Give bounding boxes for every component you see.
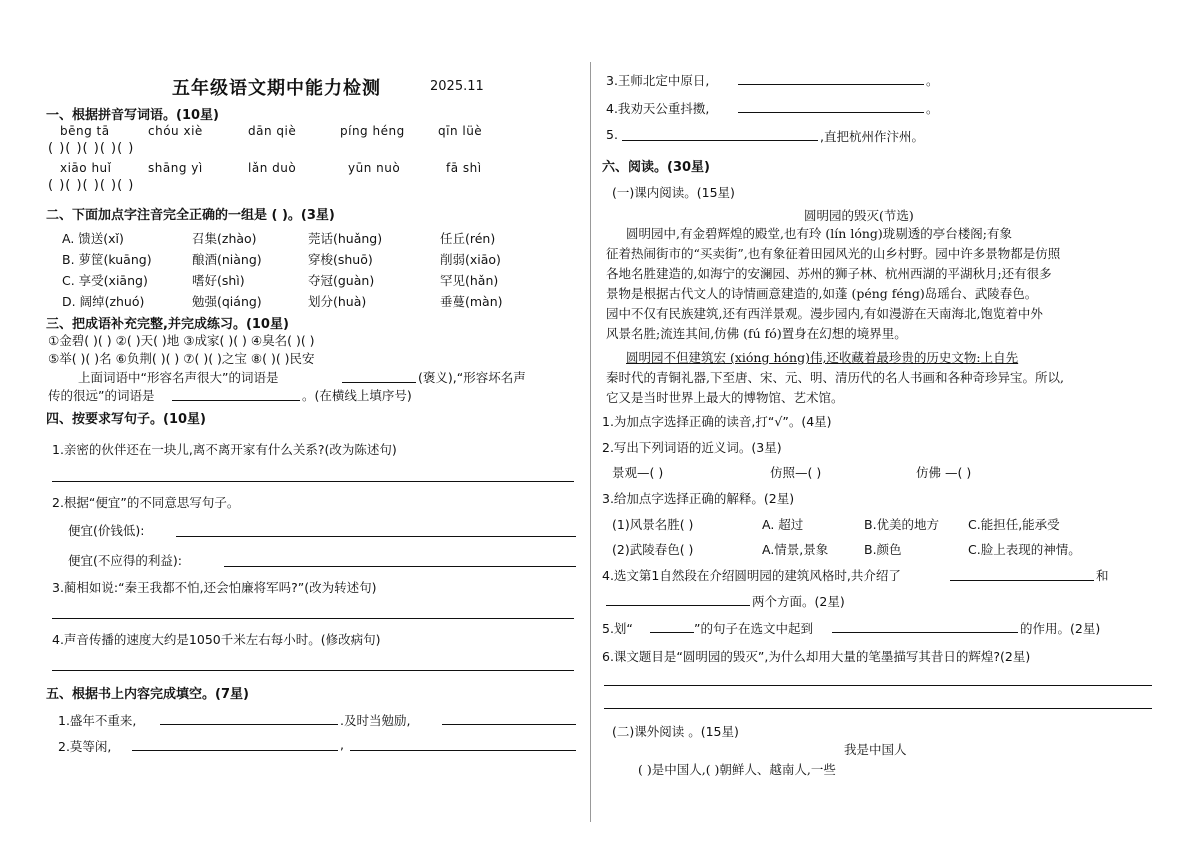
s6-q3-r2-b: B.颜色 — [864, 542, 902, 557]
section-6-heading: 六、阅读。(30星) — [602, 160, 710, 175]
option-a-3: 莞话(huǎng) — [308, 231, 383, 246]
reading-part-1: (一)课内阅读。(15星) — [612, 185, 735, 200]
pinyin-9: yūn nuò — [348, 161, 401, 175]
s5-q5-blank[interactable] — [622, 140, 818, 141]
passage-2-title: 我是中国人 — [844, 742, 907, 757]
s6-q5a: 5.划“ — [602, 621, 633, 636]
s4-q2: 2.根据“便宜”的不同意思写句子。 — [52, 495, 240, 510]
option-c-1: C. 享受(xiāng) — [62, 273, 148, 288]
answer-parens-row1[interactable]: ( )( )( )( )( ) — [48, 141, 135, 156]
s4-q4-answer-line[interactable] — [52, 670, 574, 671]
passage-2-line-1: ( )是中国人,( )朝鲜人、越南人,一些 — [638, 762, 836, 777]
passage-p1-line-4: 景物是根据古代文人的诗情画意建造的,如蓬 (péng féng)岛瑶台、武陵春色。 — [606, 286, 1038, 301]
option-d-3: 划分(huà) — [308, 294, 367, 309]
s4-q2b: 便宜(不应得的利益): — [68, 553, 182, 568]
s4-q3: 3.蔺相如说:“秦王我都不怕,还会怕廉将军吗?”(改为转述句) — [52, 580, 377, 595]
idiom-q2: 传的很远”的词语是 — [48, 388, 155, 403]
s6-q6-answer-line-1[interactable] — [604, 685, 1152, 686]
option-c-3: 夺冠(guàn) — [308, 273, 375, 288]
s6-q4c: 两个方面。(2星) — [752, 594, 845, 609]
section-2-heading: 二、下面加点字注音完全正确的一组是 ( )。(3星) — [46, 208, 335, 223]
s5-q4-period: 。 — [926, 101, 939, 116]
section-1-heading: 一、根据拼音写词语。(10星) — [46, 108, 219, 123]
option-b-1: B. 萝筐(kuāng) — [62, 252, 152, 267]
s5-q1-blank-1[interactable] — [160, 724, 338, 725]
s4-q1: 1.亲密的伙伴还在一块儿,离不离开家有什么关系?(改为陈述句) — [52, 442, 397, 457]
s5-q5b: ,直把杭州作汴州。 — [820, 129, 924, 144]
pinyin-8: lǎn duò — [248, 161, 297, 175]
s6-q4a: 4.选文第1自然段在介绍圆明园的建筑风格时,共介绍了 — [602, 568, 901, 583]
s6-q5-blank-2[interactable] — [832, 632, 1018, 633]
s5-q2-blank-2[interactable] — [350, 750, 576, 751]
pinyin-1: bēng tā — [60, 124, 110, 138]
option-b-2: 酿酒(niàng) — [192, 252, 262, 267]
s6-q3-r2-a: A.情景,景象 — [762, 542, 829, 557]
exam-title: 五年级语文期中能力检测 — [172, 78, 381, 99]
idiom-q2b: 。(在横线上填序号) — [302, 388, 412, 403]
s5-q2-comma: , — [340, 737, 344, 752]
idiom-blank-2[interactable] — [172, 400, 300, 401]
left-column — [40, 0, 588, 849]
idiom-q1b: (褒义),“形容坏名声 — [418, 370, 526, 385]
pinyin-2: chóu xiè — [148, 124, 203, 138]
s6-q5c: 的作用。(2星) — [1020, 621, 1101, 636]
s6-q5b: ”的句子在选文中起到 — [694, 621, 813, 636]
column-divider — [590, 62, 591, 822]
pinyin-7: shāng yì — [148, 161, 203, 175]
passage-title: 圆明园的毁灭(节选) — [804, 208, 914, 223]
s6-q2-item-3[interactable]: 仿佛 —( ) — [916, 465, 972, 480]
s6-q3-r2-label[interactable]: (2)武陵春色( ) — [612, 542, 694, 557]
s5-q4-blank[interactable] — [738, 112, 924, 113]
s4-q1-answer-line[interactable] — [52, 481, 574, 482]
s6-q2-item-1[interactable]: 景观—( ) — [612, 465, 664, 480]
passage-p1-line-3: 各地名胜建造的,如海宁的安澜园、苏州的狮子林、杭州西湖的平湖秋月;还有很多 — [606, 266, 1052, 281]
pinyin-6: xiāo huǐ — [60, 161, 112, 175]
passage-p2-line-3: 它又是当时世界上最大的博物馆、艺术馆。 — [606, 390, 844, 405]
passage-p2-line-1: 圆明园不但建筑宏 (xióng hóng)伟,还收藏着最珍贵的历史文物:上自先 — [626, 350, 1019, 365]
s5-q4: 4.我劝天公重抖擞, — [606, 101, 710, 116]
s5-q1a: 1.盛年不重来, — [58, 713, 137, 728]
exam-date: 2025.11 — [430, 79, 484, 94]
s5-q2-blank-1[interactable] — [132, 750, 338, 751]
section-3-heading: 三、把成语补充完整,并完成练习。(10星) — [46, 317, 289, 332]
section-5-heading: 五、根据书上内容完成填空。(7星) — [46, 687, 249, 702]
option-b-4: 削弱(xiāo) — [440, 252, 501, 267]
s6-q3-r1-b: B.优美的地方 — [864, 517, 940, 532]
option-a-4: 任丘(rén) — [440, 231, 496, 246]
idiom-line-1[interactable]: ①金碧( )( ) ②( )天( )地 ③成家( )( ) ④臭名( )( ) — [48, 333, 315, 348]
s5-q5a: 5. — [606, 127, 618, 142]
s4-q3-answer-line[interactable] — [52, 618, 574, 619]
option-c-4: 罕见(hǎn) — [440, 273, 499, 288]
passage-p1-line-6: 风景名胜;流连其间,仿佛 (fú fó)置身在幻想的境界里。 — [606, 326, 907, 341]
s6-q1: 1.为加点字选择正确的读音,打“√”。(4星) — [602, 414, 832, 429]
pinyin-4: píng héng — [340, 124, 405, 138]
passage-p1-line-1: 圆明园中,有金碧辉煌的殿堂,也有玲 (lín lóng)珑剔透的亭台楼阁;有象 — [626, 226, 1012, 241]
answer-parens-row2[interactable]: ( )( )( )( )( ) — [48, 178, 135, 193]
s6-q6: 6.课文题目是“圆明园的毁灭”,为什么却用大量的笔墨描写其昔日的辉煌?(2星) — [602, 649, 1031, 664]
passage-p1-line-5: 园中不仅有民族建筑,还有西洋景观。漫步园内,有如漫游在天南海北,饱览着中外 — [606, 306, 1043, 321]
option-d-4: 垂蔓(màn) — [440, 294, 503, 309]
s6-q3-r2-c: C.脸上表现的神情。 — [968, 542, 1081, 557]
option-a-1: A. 馈送(xǐ) — [62, 231, 124, 246]
s5-q3: 3.王师北定中原日, — [606, 73, 710, 88]
option-b-3: 穿梭(shuō) — [308, 252, 373, 267]
s6-q2: 2.写出下列词语的近义词。(3星) — [602, 440, 782, 455]
s6-q5-blank-1[interactable] — [650, 632, 694, 633]
s4-q2a: 便宜(价钱低): — [68, 523, 145, 538]
s4-q2b-answer-line[interactable] — [224, 566, 576, 567]
reading-part-2: (二)课外阅读 。(15星) — [612, 724, 739, 739]
section-4-heading: 四、按要求写句子。(10星) — [46, 412, 206, 427]
idiom-line-2[interactable]: ⑤举( )( )名 ⑥负荆( )( ) ⑦( )( )之宝 ⑧( )( )民安 — [48, 351, 315, 366]
s6-q4-blank-2[interactable] — [606, 605, 750, 606]
option-d-1: D. 阔绰(zhuó) — [62, 294, 145, 309]
pinyin-5: qīn lüè — [438, 124, 483, 138]
s6-q6-answer-line-2[interactable] — [604, 708, 1152, 709]
pinyin-10: fā shì — [446, 161, 482, 175]
s6-q2-item-2[interactable]: 仿照—( ) — [770, 465, 822, 480]
idiom-blank-1[interactable] — [342, 382, 416, 383]
passage-p2-line-2: 秦时代的青铜礼器,下至唐、宋、元、明、清历代的名人书画和各种奇珍异宝。所以, — [606, 370, 1064, 385]
option-c-2: 嗜好(shì) — [192, 273, 245, 288]
s6-q3: 3.给加点字选择正确的解释。(2星) — [602, 491, 795, 506]
right-column — [598, 0, 1166, 849]
idiom-q1: 上面词语中“形容名声很大”的词语是 — [78, 370, 279, 385]
s4-q2a-answer-line[interactable] — [176, 536, 576, 537]
s6-q4-blank-1[interactable] — [950, 580, 1094, 581]
s5-q2: 2.莫等闲, — [58, 739, 112, 754]
s5-q1b: .及时当勉励, — [340, 713, 411, 728]
s6-q4b: 和 — [1096, 568, 1109, 583]
s6-q3-r1-label[interactable]: (1)风景名胜( ) — [612, 517, 694, 532]
passage-p1-line-2: 征着热闹街市的“买卖街”,也有象征着田园风光的山乡村野。园中许多景物都是仿照 — [606, 246, 1061, 261]
pinyin-3: dān qiè — [248, 124, 297, 138]
s4-q4: 4.声音传播的速度大约是1050千米左右每小时。(修改病句) — [52, 632, 381, 647]
option-a-2: 召集(zhào) — [192, 231, 257, 246]
option-d-2: 勉强(qiáng) — [192, 294, 262, 309]
s6-q3-r1-c: C.能担任,能承受 — [968, 517, 1060, 532]
s5-q1-blank-2[interactable] — [442, 724, 576, 725]
s5-q3-period: 。 — [926, 73, 939, 88]
s6-q3-r1-a: A. 超过 — [762, 517, 804, 532]
s5-q3-blank[interactable] — [738, 84, 924, 85]
